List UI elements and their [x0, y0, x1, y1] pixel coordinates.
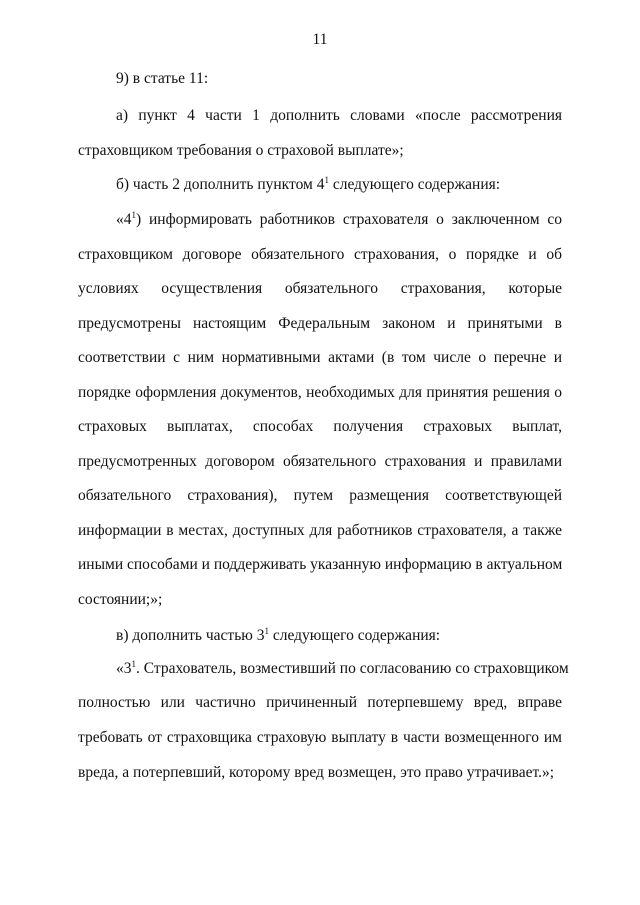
paragraph-line: страховщиком договоре обязательного страхования, о порядке и об	[78, 246, 562, 263]
paragraph-line: вреда, а потерпевший, которому вред возмещен, это право утрачивает.»;	[78, 764, 555, 781]
paragraph-line: предусмотрены настоящим Федеральным законом и принятыми в	[78, 315, 562, 332]
superscript: 1	[131, 209, 136, 220]
paragraph-line: требовать от страховщика страховую выплату в части возмещенного им	[78, 729, 562, 746]
paragraph-line: состоянии;»;	[78, 591, 163, 608]
paragraph-line: а) пункт 4 части 1 дополнить словами «после рассмотрения	[116, 107, 562, 124]
superscript: 1	[264, 625, 269, 636]
page-number: 11	[312, 31, 328, 48]
paragraph-line: условиях осуществления обязательного страхования, которые	[78, 280, 562, 297]
superscript: 1	[324, 174, 329, 185]
paragraph-line: обязательного страхования), путем размещения соответствующей	[78, 487, 562, 504]
paragraph-line: иными способами и поддерживать указанную информацию в актуальном	[78, 556, 563, 573]
paragraph-line: «$3^1$. Страхователь, возместивший по согласованию со страховщиком	[116, 658, 569, 677]
paragraph-line: б) часть 2 дополнить пунктом $4^1$ следующего содержания:	[116, 174, 501, 193]
paragraph-line: соответствии с ним нормативными актами (в том числе о перечне и	[78, 349, 562, 366]
paragraph-line: страховых выплатах, способах получения страховых выплат,	[78, 418, 562, 435]
paragraph-line: «$4^1$) информировать работников страхователя о заключенном со	[116, 209, 562, 228]
paragraph-line: информации в местах, доступных для работников страхователя, а также	[78, 522, 562, 539]
superscript: 1	[131, 658, 136, 669]
paragraph-line: страховщиком требования о страховой выплате»;	[78, 142, 404, 159]
paragraph-line: в) дополнить частью $3^1$ следующего содержания:	[116, 625, 441, 644]
paragraph-line: 9) в статье 11:	[116, 70, 209, 87]
paragraph-line: полностью или частично причиненный потерпевшему вред, вправе	[78, 694, 562, 711]
paragraph-line: порядке оформления документов, необходимых для принятия решения о	[78, 384, 562, 401]
paragraph-line: предусмотренных договором обязательного страхования и правилами	[78, 453, 562, 470]
